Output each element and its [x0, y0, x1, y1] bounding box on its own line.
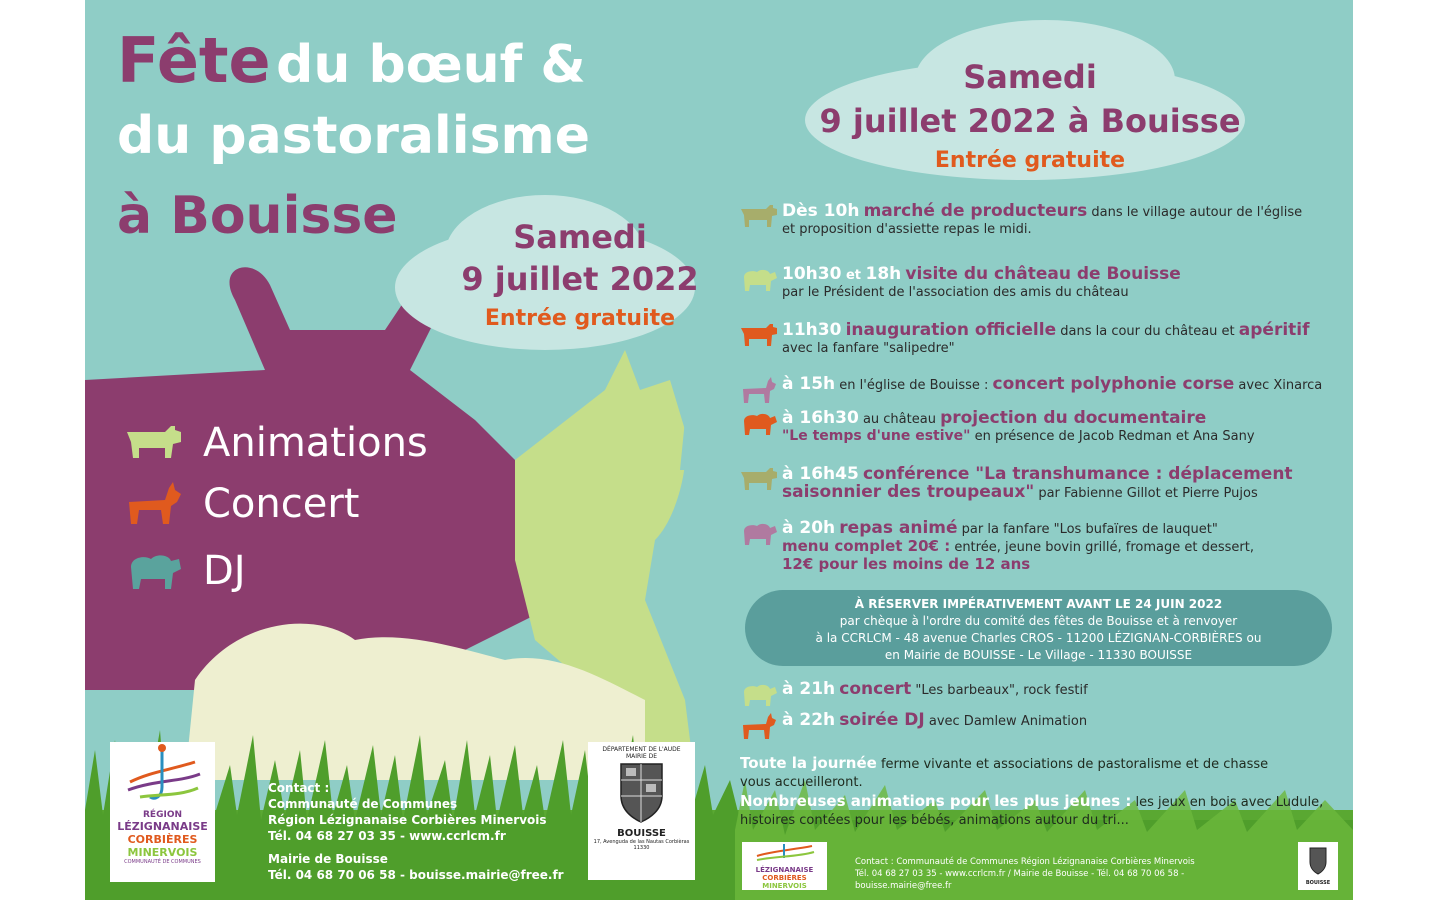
reservation-line-3: à la CCRLCM - 48 avenue Charles CROS - 11200 LÉZIGNAN-CORBIÈRES ou [815, 631, 1262, 645]
mairie-logo-cp: 11330 [633, 845, 650, 851]
contact-title: Contact : [268, 781, 330, 795]
side-label-animations: Animations [203, 420, 428, 466]
program-rest: "Les barbeaux", rock festif [911, 683, 1088, 698]
program-head2: apéritif [1238, 320, 1310, 340]
side-label-dj: DJ [203, 548, 246, 594]
region-logo-sub: COMMUNAUTÉ DE COMMUNES [124, 859, 201, 865]
region-logo-small-name2: CORBIÈRES [762, 874, 807, 882]
allday-heading-2: Nombreuses animations pour les plus jeunes : [740, 792, 1132, 810]
title-line-3: à Bouisse [117, 186, 398, 246]
program-item [740, 410, 1340, 445]
title-boeuf: du bœuf & [276, 35, 586, 95]
mairie-logo-mairie: MAIRIE DE [625, 753, 658, 760]
program-line2: par Fabienne Gillot et Pierre Pujos [1034, 486, 1258, 501]
footer-small-text [855, 856, 1275, 892]
program-head2: "Le temps d'une estive" [782, 428, 971, 444]
allday-text [740, 754, 1340, 830]
region-logo-mark-small [742, 842, 827, 862]
program-rest: dans la cour du château et [1056, 324, 1239, 339]
program-line2: par le Président de l'association des amis du château [782, 285, 1129, 300]
mairie-logo-dept: DÉPARTEMENT DE L'AUDE [602, 746, 681, 753]
program-item [740, 203, 1340, 238]
program-and: et [841, 268, 866, 283]
program-item [740, 322, 1340, 357]
program-rest2: avec Xinarca [1234, 378, 1323, 393]
side-item-animations [125, 420, 428, 466]
mairie-logo-small [1298, 842, 1338, 890]
contact-line-1: Communauté de Communes [268, 797, 458, 811]
program-head: visite du château de Bouisse [905, 264, 1181, 284]
program-line2: entrée, jeune bovin grillé, fromage et dessert, [950, 540, 1254, 555]
program-item [740, 520, 1340, 574]
region-logo-small [742, 842, 827, 890]
sheep-icon [740, 266, 778, 292]
cloud-left-date: 9 juillet 2022 [461, 260, 699, 298]
mairie-logo [588, 742, 695, 880]
cloud-right-date: 9 juillet 2022 à Bouisse [819, 102, 1241, 140]
goat-icon [125, 480, 183, 528]
program-head: concert [839, 679, 912, 699]
allday-text-1b: vous accueilleront. [740, 775, 863, 790]
allday-heading-1: Toute la journée [740, 754, 877, 772]
region-logo-small-name1: LÉZIGNANAISE [755, 866, 814, 874]
footer-small-line-2: Tél. 04 68 27 03 35 - www.ccrlcm.fr / Mairie de Bouisse - Tél. 04 68 70 06 58 - bouisse.mairie@free.fr [855, 869, 1185, 891]
region-logo-small-name3: MINERVOIS [762, 882, 807, 890]
sheep-icon [740, 520, 778, 546]
allday-text-2: les jeux en bois avec Ludule, [1131, 795, 1324, 810]
sheep-icon [740, 681, 778, 707]
side-item-concert [125, 480, 359, 528]
program-time: 11h30 [782, 320, 842, 340]
cloud-left-day: Samedi [513, 218, 647, 256]
program-rest: avec Damlew Animation [924, 714, 1088, 729]
sheep-icon [125, 549, 183, 593]
program-head: conférence "La transhumance : déplacement [862, 464, 1293, 484]
program-head: marché de producteurs [863, 201, 1088, 221]
program-time2: 18h [865, 264, 902, 284]
program-line2: en présence de Jacob Redman et Ana Sany [970, 429, 1255, 444]
program-rest: en l'église de Bouisse : [835, 378, 993, 393]
program-time: à 22h [782, 710, 836, 730]
contact-line-3: Tél. 04 68 27 03 35 - www.ccrlcm.fr [268, 829, 506, 843]
program-head: concert polyphonie corse [992, 374, 1235, 394]
region-logo-name2: CORBIÈRES [127, 833, 198, 846]
contact-line-2: Région Lézignanaise Corbières Minervois [268, 813, 547, 827]
program-head: projection du documentaire [940, 408, 1207, 428]
program-head2: menu complet 20€ : [782, 537, 951, 555]
mairie-logo-small-name: BOUISSE [1305, 880, 1331, 886]
sheep-icon [740, 410, 778, 436]
cow-icon [740, 322, 778, 348]
program-line3: 12€ pour les moins de 12 ans [782, 555, 1031, 573]
reservation-line-4: en Mairie de BOUISSE - Le Village - 11330 BOUISSE [884, 648, 1193, 662]
program-time: à 20h [782, 518, 836, 538]
program-time: à 16h30 [782, 408, 859, 428]
program-head: inauguration officielle [845, 320, 1057, 340]
title-line-1 [117, 24, 586, 97]
footer-small-line-1: Contact : Communauté de Communes Région Lézignanaise Corbières Minervois [855, 857, 1195, 867]
region-logo-mark [110, 742, 215, 804]
program-time: 10h30 [782, 264, 842, 284]
shield-icon [588, 760, 695, 824]
program-head: repas animé [839, 518, 958, 538]
mairie-logo-name: BOUISSE [617, 828, 666, 839]
goat-icon [740, 376, 778, 404]
program-head2: saisonnier des troupeaux" [782, 482, 1035, 502]
side-item-dj [125, 548, 246, 594]
program-time: à 15h [782, 374, 836, 394]
title-fete: Fête [117, 24, 271, 97]
allday-text-2b: histoires contées pour les bébés, animations autour du tri... [740, 813, 1129, 828]
contact-block [268, 780, 588, 883]
reservation-box [745, 590, 1332, 666]
cloud-left-entry: Entrée gratuite [484, 306, 676, 331]
region-logo-region: RÉGION [143, 810, 182, 820]
program-rest: par la fanfare "Los bufaïres de lauquet" [957, 522, 1218, 537]
program-rest: dans le village autour de l'église [1087, 205, 1303, 220]
side-label-concert: Concert [203, 481, 360, 527]
reservation-line-1: À RÉSERVER IMPÉRATIVEMENT AVANT LE 24 JUIN 2022 [854, 597, 1223, 611]
cow-icon [740, 203, 778, 229]
mairie-logo-addr: 17, Avenguda de las Nautas Corbièras [593, 839, 690, 845]
program-line2: et proposition d'assiette repas le midi. [782, 222, 1032, 237]
cloud-right-day: Samedi [963, 58, 1097, 96]
region-logo-name1: LÉZIGNANAISE [117, 820, 208, 833]
shield-icon-small [1298, 842, 1338, 876]
program-item [740, 681, 1340, 699]
program-item [740, 266, 1340, 301]
program-line2: avec la fanfare "salipedre" [782, 341, 955, 356]
program-item [740, 466, 1340, 502]
contact-line-4: Mairie de Bouisse [268, 852, 388, 866]
program-head: soirée DJ [839, 710, 925, 730]
allday-text-1: ferme vivante et associations de pastoralisme et de chasse [876, 757, 1269, 772]
program-rest: au château [858, 412, 941, 427]
program-time: à 21h [782, 679, 836, 699]
poster [85, 0, 1353, 900]
contact-line-5: Tél. 04 68 70 06 58 - bouisse.mairie@free.fr [268, 868, 564, 882]
program-item [740, 376, 1340, 394]
region-logo [110, 742, 215, 882]
cow-icon [740, 466, 778, 492]
cloud-right-entry: Entrée gratuite [934, 148, 1126, 173]
cow-icon [125, 422, 183, 464]
region-logo-name3: MINERVOIS [127, 846, 198, 859]
title-line-2: du pastoralisme [117, 106, 590, 166]
program-time: à 16h45 [782, 464, 859, 484]
reservation-line-2: par chèque à l'ordre du comité des fêtes de Bouisse et à renvoyer [839, 614, 1238, 628]
program-time: Dès 10h [782, 201, 860, 221]
